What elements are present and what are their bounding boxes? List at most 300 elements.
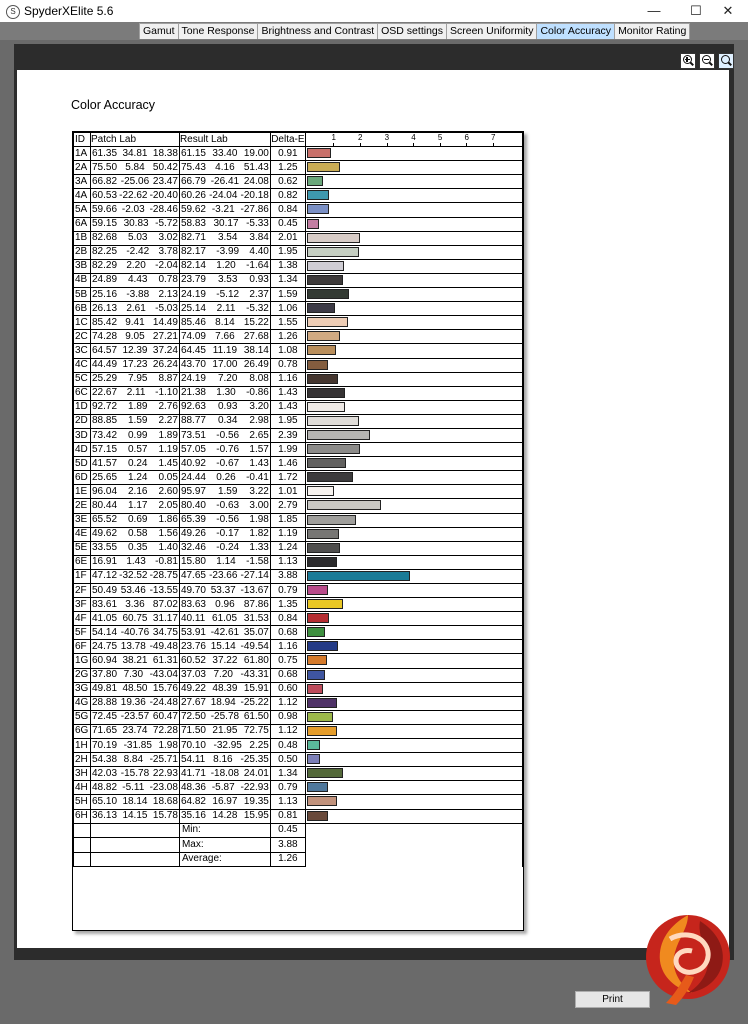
patch-lab-value: 1.19: [158, 443, 178, 455]
result-lab-value: 80.40: [180, 499, 206, 511]
patch-lab: [90, 795, 179, 809]
result-lab: [179, 302, 270, 316]
result-lab-value: 27.68: [243, 330, 269, 342]
result-lab-value: 64.45: [180, 344, 206, 356]
result-lab-value: 2.98: [249, 415, 269, 427]
delta-e-bar: [307, 289, 349, 299]
result-lab-value: 23.76: [180, 640, 206, 652]
patch-lab-value: 54.38: [91, 753, 118, 765]
tab-brightness-contrast[interactable]: Brightness and Contrast: [257, 23, 378, 39]
delta-e-bar-cell: [305, 696, 522, 710]
patch-lab-values: [91, 697, 179, 709]
axis-tick-label: 3: [384, 133, 390, 143]
result-lab-values: [180, 796, 270, 808]
patch-lab-value: 25.16: [91, 288, 118, 300]
result-lab-value: 3.00: [249, 499, 269, 511]
patch-lab-values: [91, 725, 179, 737]
tab-gamut[interactable]: Gamut: [139, 23, 179, 39]
patch-lab-value: 19.36: [120, 697, 146, 709]
patch-lab-value: 88.85: [91, 415, 118, 427]
patch-lab-values: [91, 331, 179, 343]
patch-lab-values: [91, 669, 179, 681]
result-lab-value: 24.08: [243, 175, 269, 187]
header-result-lab: Result Lab: [179, 133, 270, 147]
patch-id: 4E: [74, 527, 91, 541]
result-lab-value: 49.22: [180, 683, 206, 695]
table-row: [74, 316, 523, 330]
window-title: SpyderXElite 5.6: [24, 4, 114, 18]
patch-lab-value: 2.60: [158, 485, 178, 497]
delta-e-bar: [307, 782, 328, 792]
patch-id: 5B: [74, 288, 91, 302]
table-row: [74, 443, 523, 457]
result-lab-values: [180, 162, 270, 174]
result-lab-value: 8.14: [215, 316, 235, 328]
delta-e-value: 1.95: [270, 245, 305, 259]
patch-lab-value: 37.24: [152, 344, 178, 356]
result-lab: [179, 372, 270, 386]
result-lab-values: [180, 274, 270, 286]
delta-e-bar: [307, 190, 329, 200]
report-page: [17, 70, 729, 948]
delta-e-bar-cell: [305, 569, 522, 583]
page-title: Color Accuracy: [71, 98, 156, 112]
patch-lab-value: 1.24: [128, 471, 148, 483]
result-lab-value: 15.22: [243, 316, 269, 328]
result-lab-value: 37.22: [212, 655, 238, 667]
result-lab-value: 82.14: [180, 260, 206, 272]
patch-id: 3D: [74, 428, 91, 442]
patch-lab-value: -28.46: [149, 204, 178, 216]
result-lab-value: 95.97: [180, 485, 206, 497]
patch-id: 3H: [74, 767, 91, 781]
result-lab-value: 35.07: [243, 626, 269, 638]
patch-lab-value: 30.83: [123, 218, 149, 230]
minimize-button[interactable]: —: [647, 3, 661, 18]
result-lab-value: -0.67: [216, 457, 240, 469]
result-lab-values: [180, 754, 270, 766]
patch-lab: [90, 584, 179, 598]
delta-e-bar: [307, 557, 337, 567]
patch-lab-value: -25.71: [149, 753, 178, 765]
patch-lab-value: -15.78: [120, 767, 150, 779]
table-row: [74, 654, 523, 668]
delta-e-bar: [307, 754, 320, 764]
delta-e-bar: [307, 712, 333, 722]
delta-e-bar-cell: [305, 443, 522, 457]
result-lab: [179, 612, 270, 626]
patch-lab-value: -43.04: [149, 669, 178, 681]
result-lab-values: [180, 599, 270, 611]
result-lab-value: 35.16: [180, 810, 206, 822]
result-lab-value: 24.01: [243, 767, 269, 779]
result-lab-values: [180, 204, 270, 216]
patch-id: 1F: [74, 569, 91, 583]
patch-id: 6B: [74, 302, 91, 316]
result-lab-value: 19.00: [243, 147, 269, 159]
zoom-controls: [680, 53, 734, 69]
patch-lab: [90, 245, 179, 259]
patch-lab-value: 49.81: [91, 683, 118, 695]
patch-lab: [90, 654, 179, 668]
result-lab: [179, 654, 270, 668]
table-row: [74, 809, 523, 823]
delta-e-bar: [307, 571, 410, 581]
delta-e-value: 2.01: [270, 231, 305, 245]
delta-e-bar-cell: [305, 541, 522, 555]
tab-strip: [139, 23, 689, 39]
summary-blank: [305, 852, 522, 867]
patch-lab-value: 0.78: [158, 274, 178, 286]
result-lab-value: 2.25: [249, 739, 269, 751]
patch-lab-value: 16.91: [91, 556, 118, 568]
summary-average-label: Average:: [179, 852, 270, 867]
table-row: [74, 231, 523, 245]
delta-e-bar-cell: [305, 654, 522, 668]
patch-lab-value: 26.24: [152, 359, 178, 371]
result-lab: [179, 386, 270, 400]
result-lab: [179, 344, 270, 358]
patch-lab-values: [91, 415, 179, 427]
result-lab-value: 57.05: [180, 443, 206, 455]
delta-e-value: 0.84: [270, 612, 305, 626]
table-row: [74, 640, 523, 654]
result-lab-values: [180, 768, 270, 780]
maximize-button[interactable]: ☐: [690, 3, 702, 18]
tab-color-accuracy[interactable]: Color Accuracy: [536, 23, 615, 39]
patch-lab-value: 50.42: [152, 161, 178, 173]
result-lab-value: 49.26: [180, 528, 206, 540]
delta-e-bar: [307, 444, 360, 454]
table-row: [74, 527, 523, 541]
delta-e-value: 1.85: [270, 513, 305, 527]
result-lab-value: 88.77: [180, 415, 206, 427]
tab-osd-settings[interactable]: OSD settings: [377, 23, 447, 39]
tab-tone-response[interactable]: Tone Response: [178, 23, 259, 39]
patch-lab-value: 75.50: [91, 161, 118, 173]
patch-id: 2E: [74, 499, 91, 513]
table-row: [74, 781, 523, 795]
delta-e-bar: [307, 486, 334, 496]
result-lab-value: -32.95: [213, 739, 242, 751]
result-lab: [179, 724, 270, 738]
delta-e-bar: [307, 529, 339, 539]
delta-e-bar: [307, 233, 360, 243]
patch-lab: [90, 161, 179, 175]
result-lab-values: [180, 303, 270, 315]
patch-lab-value: -49.48: [149, 640, 178, 652]
result-lab-values: [180, 585, 270, 597]
result-lab: [179, 457, 270, 471]
patch-lab-values: [91, 486, 179, 498]
result-lab: [179, 358, 270, 372]
patch-id: 6D: [74, 471, 91, 485]
patch-id: 6E: [74, 555, 91, 569]
result-lab-value: -27.86: [240, 204, 269, 216]
patch-lab-values: [91, 655, 179, 667]
result-lab-values: [180, 472, 270, 484]
delta-e-bar-cell: [305, 175, 522, 189]
patch-lab: [90, 527, 179, 541]
result-lab-value: 53.91: [180, 626, 206, 638]
result-lab-values: [180, 176, 270, 188]
close-button[interactable]: ✕: [722, 3, 734, 18]
delta-e-bar: [307, 472, 353, 482]
patch-lab-value: 61.35: [91, 147, 118, 159]
patch-lab-value: -22.62: [119, 189, 148, 201]
patch-lab-values: [91, 810, 179, 822]
delta-e-value: 0.79: [270, 584, 305, 598]
result-lab-value: 1.98: [249, 514, 269, 526]
patch-lab-value: 57.15: [91, 443, 118, 455]
patch-lab-value: 92.72: [91, 401, 118, 413]
result-lab-value: 61.05: [212, 612, 238, 624]
delta-e-bar-cell: [305, 485, 522, 499]
result-lab-value: 1.30: [216, 387, 236, 399]
result-lab-value: 0.26: [216, 471, 236, 483]
zoom-in-icon[interactable]: [680, 53, 696, 69]
patch-lab-value: 41.05: [91, 612, 118, 624]
delta-e-value: 0.48: [270, 739, 305, 753]
patch-lab-values: [91, 190, 179, 202]
result-lab-values: [180, 359, 270, 371]
patch-lab-value: 54.14: [91, 626, 118, 638]
patch-lab-values: [91, 472, 179, 484]
patch-lab: [90, 217, 179, 231]
result-lab-value: 7.66: [215, 330, 235, 342]
patch-lab: [90, 513, 179, 527]
patch-lab: [90, 541, 179, 555]
patch-lab-value: 18.14: [122, 795, 148, 807]
zoom-fit-icon[interactable]: [718, 53, 734, 69]
patch-lab: [90, 330, 179, 344]
table-row: [74, 302, 523, 316]
table-row: [74, 753, 523, 767]
table-row: [74, 767, 523, 781]
result-lab-value: -5.87: [211, 781, 235, 793]
delta-e-value: 0.84: [270, 203, 305, 217]
delta-e-value: 1.12: [270, 696, 305, 710]
delta-e-bar: [307, 275, 343, 285]
patch-lab-value: 8.84: [123, 753, 144, 765]
patch-lab: [90, 612, 179, 626]
patch-lab-value: 0.05: [158, 471, 178, 483]
patch-lab: [90, 555, 179, 569]
delta-e-bar-cell: [305, 724, 522, 738]
delta-e-value: 1.16: [270, 372, 305, 386]
patch-lab-value: -2.03: [121, 204, 145, 216]
delta-e-bar-cell: [305, 809, 522, 823]
result-lab-value: 21.95: [212, 725, 238, 737]
result-lab-value: 2.37: [249, 288, 269, 300]
patch-lab-value: 27.21: [152, 330, 178, 342]
print-button[interactable]: Print: [575, 991, 650, 1008]
patch-lab-value: 0.69: [128, 514, 148, 526]
result-lab-value: 40.92: [180, 457, 206, 469]
table-row: [74, 400, 523, 414]
delta-e-bar-cell: [305, 203, 522, 217]
patch-lab: [90, 302, 179, 316]
result-lab-value: 83.63: [180, 598, 206, 610]
delta-e-bar-cell: [305, 386, 522, 400]
delta-e-bar-cell: [305, 358, 522, 372]
patch-lab-value: 64.57: [91, 344, 118, 356]
result-lab: [179, 584, 270, 598]
delta-e-bar-cell: [305, 710, 522, 724]
result-lab-value: 1.82: [249, 528, 269, 540]
table-row: [74, 471, 523, 485]
result-lab-values: [180, 232, 270, 244]
result-lab-value: 0.96: [215, 598, 235, 610]
result-lab: [179, 767, 270, 781]
delta-e-bar-cell: [305, 189, 522, 203]
patch-id: 6H: [74, 809, 91, 823]
result-lab-values: [180, 528, 270, 540]
delta-e-bar: [307, 613, 329, 623]
patch-lab-values: [91, 754, 179, 766]
patch-id: 4H: [74, 781, 91, 795]
result-lab: [179, 443, 270, 457]
delta-e-bar: [307, 148, 331, 158]
patch-lab-value: 42.03: [91, 767, 118, 779]
axis-tick-label: 7: [491, 133, 496, 143]
axis-tick-mark: [493, 143, 494, 146]
table-row: [74, 245, 523, 259]
result-lab: [179, 541, 270, 555]
result-lab: [179, 795, 270, 809]
result-lab-values: [180, 260, 270, 272]
delta-e-bar: [307, 740, 320, 750]
patch-lab-value: -1.10: [155, 387, 178, 399]
table-row: [74, 414, 523, 428]
patch-lab-values: [91, 148, 179, 160]
delta-e-value: 0.45: [270, 217, 305, 231]
summary-average-row: [74, 852, 523, 867]
patch-lab-value: -13.55: [149, 584, 178, 596]
delta-e-bar-cell: [305, 640, 522, 654]
axis-ticks: [306, 133, 522, 146]
patch-lab-value: 34.75: [152, 626, 178, 638]
patch-lab: [90, 175, 179, 189]
result-lab-values: [180, 218, 270, 230]
patch-lab-value: 60.53: [91, 189, 118, 201]
delta-e-value: 0.68: [270, 668, 305, 682]
result-lab-value: 0.93: [249, 274, 269, 286]
patch-id: 6F: [74, 640, 91, 654]
patch-lab-value: 2.61: [126, 302, 146, 314]
delta-e-bar: [307, 247, 359, 257]
patch-id: 4A: [74, 189, 91, 203]
patch-id: 3G: [74, 682, 91, 696]
patch-lab: [90, 316, 179, 330]
delta-e-value: 0.60: [270, 682, 305, 696]
patch-lab-value: -0.81: [155, 556, 178, 568]
patch-lab-values: [91, 768, 179, 780]
patch-lab-value: 60.47: [152, 711, 178, 723]
patch-id: 1E: [74, 485, 91, 499]
result-lab-value: -22.93: [240, 781, 269, 793]
result-lab-values: [180, 401, 270, 413]
delta-e-bar-cell: [305, 217, 522, 231]
delta-e-bar: [307, 317, 348, 327]
result-lab-values: [180, 500, 270, 512]
result-lab-value: -20.18: [240, 189, 269, 201]
result-lab-value: -25.35: [240, 753, 269, 765]
result-lab-value: 64.82: [180, 795, 206, 807]
patch-lab-value: 65.10: [91, 795, 118, 807]
result-lab-value: 82.17: [180, 246, 206, 258]
delta-e-bar: [307, 458, 346, 468]
patch-lab-value: 70.19: [91, 739, 118, 751]
result-lab-value: 8.16: [213, 753, 233, 765]
patch-lab-values: [91, 373, 179, 385]
patch-id: 1C: [74, 316, 91, 330]
patch-id: 5E: [74, 541, 91, 555]
delta-e-value: 0.62: [270, 175, 305, 189]
patch-lab-values: [91, 782, 179, 794]
patch-lab-value: 47.12: [91, 570, 118, 582]
patch-lab: [90, 457, 179, 471]
delta-e-value: 1.59: [270, 288, 305, 302]
delta-e-bar-cell: [305, 626, 522, 640]
tab-monitor-rating[interactable]: Monitor Rating: [614, 23, 690, 39]
summary-max-row: [74, 838, 523, 853]
patch-lab-value: 1.89: [128, 401, 148, 413]
patch-lab: [90, 471, 179, 485]
result-lab-value: -0.41: [246, 471, 269, 483]
result-lab: [179, 753, 270, 767]
axis-tick-mark: [333, 143, 334, 146]
patch-lab-value: 0.99: [128, 429, 148, 441]
patch-lab-value: 24.75: [91, 640, 118, 652]
patch-id: 3B: [74, 259, 91, 273]
result-lab: [179, 598, 270, 612]
patch-lab-value: -32.52: [119, 570, 148, 582]
patch-lab-value: 13.78: [120, 640, 146, 652]
patch-lab-value: 74.28: [91, 330, 118, 342]
delta-e-value: 1.25: [270, 161, 305, 175]
result-lab-values: [180, 725, 270, 737]
result-lab-value: 38.14: [243, 344, 269, 356]
patch-lab-value: 82.25: [91, 246, 118, 258]
patch-lab-values: [91, 260, 179, 272]
tab-screen-uniformity[interactable]: Screen Uniformity: [446, 23, 537, 39]
delta-e-value: 1.19: [270, 527, 305, 541]
delta-e-bar: [307, 585, 328, 595]
patch-id: 2F: [74, 584, 91, 598]
patch-lab-values: [91, 528, 179, 540]
patch-lab-value: 2.05: [158, 499, 178, 511]
patch-lab-value: 87.02: [152, 598, 178, 610]
result-lab: [179, 668, 270, 682]
delta-e-bar: [307, 176, 323, 186]
zoom-out-icon[interactable]: [699, 53, 715, 69]
patch-lab: [90, 358, 179, 372]
delta-e-bar-cell: [305, 161, 522, 175]
patch-lab-value: 82.29: [91, 260, 118, 272]
table-row: [74, 569, 523, 583]
patch-lab-value: 37.80: [91, 669, 118, 681]
patch-lab-value: 80.44: [91, 499, 118, 511]
patch-lab-value: 0.57: [128, 443, 148, 455]
delta-e-bar-cell: [305, 414, 522, 428]
result-lab-values: [180, 711, 270, 723]
result-lab-value: 33.40: [212, 147, 238, 159]
delta-e-bar-cell: [305, 428, 522, 442]
patch-lab-values: [91, 641, 179, 653]
result-lab-values: [180, 740, 270, 752]
patch-lab-value: 2.11: [126, 387, 146, 399]
